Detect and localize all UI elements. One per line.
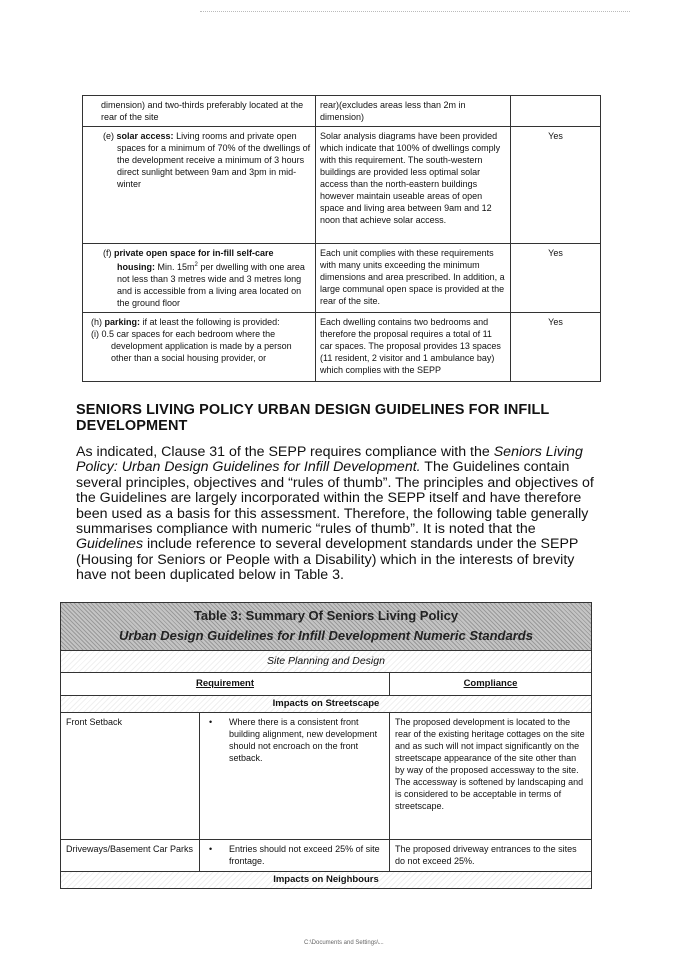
table-row	[83, 127, 601, 244]
requirement-cell: • Where there is a consistent front building alignment, new development should not encroach on the front setback.	[200, 713, 390, 839]
table-3	[60, 602, 592, 889]
result-cell: Yes	[511, 244, 601, 313]
table-row	[60, 839, 592, 871]
footer-path: C:\Documents and Settings\...	[304, 940, 384, 946]
requirement-cell: (e) solar access: Living rooms and private open spaces for a minimum of 70% of the dwellings of the development receive a minimum of 3 hours direct sunlight between 9am and 3pm in mid-winter	[83, 127, 316, 244]
scan-artifact-line	[200, 11, 630, 12]
band-neighbours: Impacts on Neighbours	[60, 871, 592, 889]
bullet-icon: •	[209, 717, 213, 727]
item-cell: Front Setback	[61, 713, 200, 839]
column-header-compliance: Compliance	[463, 678, 518, 689]
section-heading: SENIORS LIVING POLICY URBAN DESIGN GUIDELINES FOR INFILL DEVELOPMENT	[76, 402, 550, 434]
table-row	[60, 712, 592, 839]
table-row	[83, 313, 601, 382]
bullet-icon: •	[209, 844, 213, 854]
requirement-cell: (f) private open space for in-fill self-care housing: Min. $15m^2$ per dwelling with one area not less than 3 metres wide and 3 metres long and is accessible from a living area located on the ground floor	[83, 244, 316, 313]
requirement-cell: • Entries should not exceed 25% of site frontage.	[200, 840, 390, 871]
band-streetscape: Impacts on Streetscape	[60, 695, 592, 712]
compliance-cell: The proposed development is located to the rear of the existing heritage cottages on the site and as such will not impact significantly on the streetscape appearance of the site other than by way of the proposed accessway to the site. The accessway is softened by landscaping and is considered to be acceptable in terms of streetscape.	[395, 717, 585, 811]
band-site-planning: Site Planning and Design	[60, 650, 592, 672]
compliance-cell: The proposed driveway entrances to the sites do not exceed 25%.	[395, 844, 577, 866]
table-row	[83, 244, 601, 313]
requirement-cell: dimension) and two-thirds preferably located at the rear of the site	[83, 96, 316, 127]
requirement-cell: (h) parking: if at least the following is provided: (i) 0.5 car spaces for each bedroom where the development application is made by a person other than a social housing provider, or	[83, 313, 316, 382]
comment-cell: Each dwelling contains two bedrooms and therefore the proposal requires a total of 11 car spaces. The proposal provides 13 spaces (11 resident, 2 visitor and 1 ambulance bay) which complies with the SEPP	[316, 313, 511, 382]
table-row	[83, 96, 601, 127]
column-header-requirement: Requirement	[61, 673, 390, 695]
criteria-table	[82, 95, 601, 382]
item-cell: Driveways/Basement Car Parks	[61, 840, 200, 871]
result-cell: Yes	[511, 313, 601, 382]
comment-cell: rear)(excludes areas less than 2m in dimension)	[316, 96, 511, 127]
result-cell: Yes	[511, 127, 601, 244]
table-title: Table 3: Summary Of Seniors Living Policy Urban Design Guidelines for Infill Development Numeric Standards	[60, 602, 592, 650]
comment-cell: Solar analysis diagrams have been provided which indicate that 100% of dwellings comply with this requirement. The south-western buildings are provided less optimal solar access than the north-eastern buildings however maintain useable areas of open space and living area between 9am and 12 noon that achieve solar access.	[316, 127, 511, 244]
result-cell	[511, 96, 601, 127]
body-paragraph: As indicated, Clause 31 of the SEPP requires compliance with the Seniors Living Policy: Urban Design Guidelines for Infill Development. The Guidelines contain several principles, objectives and “rules of thumb”. The principles and objectives of the Guidelines are largely incorporated within the SEPP itself and have therefore been used as a basis for this assessment. Therefore, the following table generally summarises compliance with numeric “rules of thumb”. It is noted that the Guidelines include reference to several development standards under the SEPP (Housing for Seniors or People with a Disability) which in the interests of brevity have not been duplicated below in Table 3.	[76, 444, 594, 584]
comment-cell: Each unit complies with these requirements with many units exceeding the minimum dimensions and area prescribed. In addition, a large communal open space is provided at the rear of the site.	[316, 244, 511, 313]
table-header-row	[60, 672, 592, 695]
